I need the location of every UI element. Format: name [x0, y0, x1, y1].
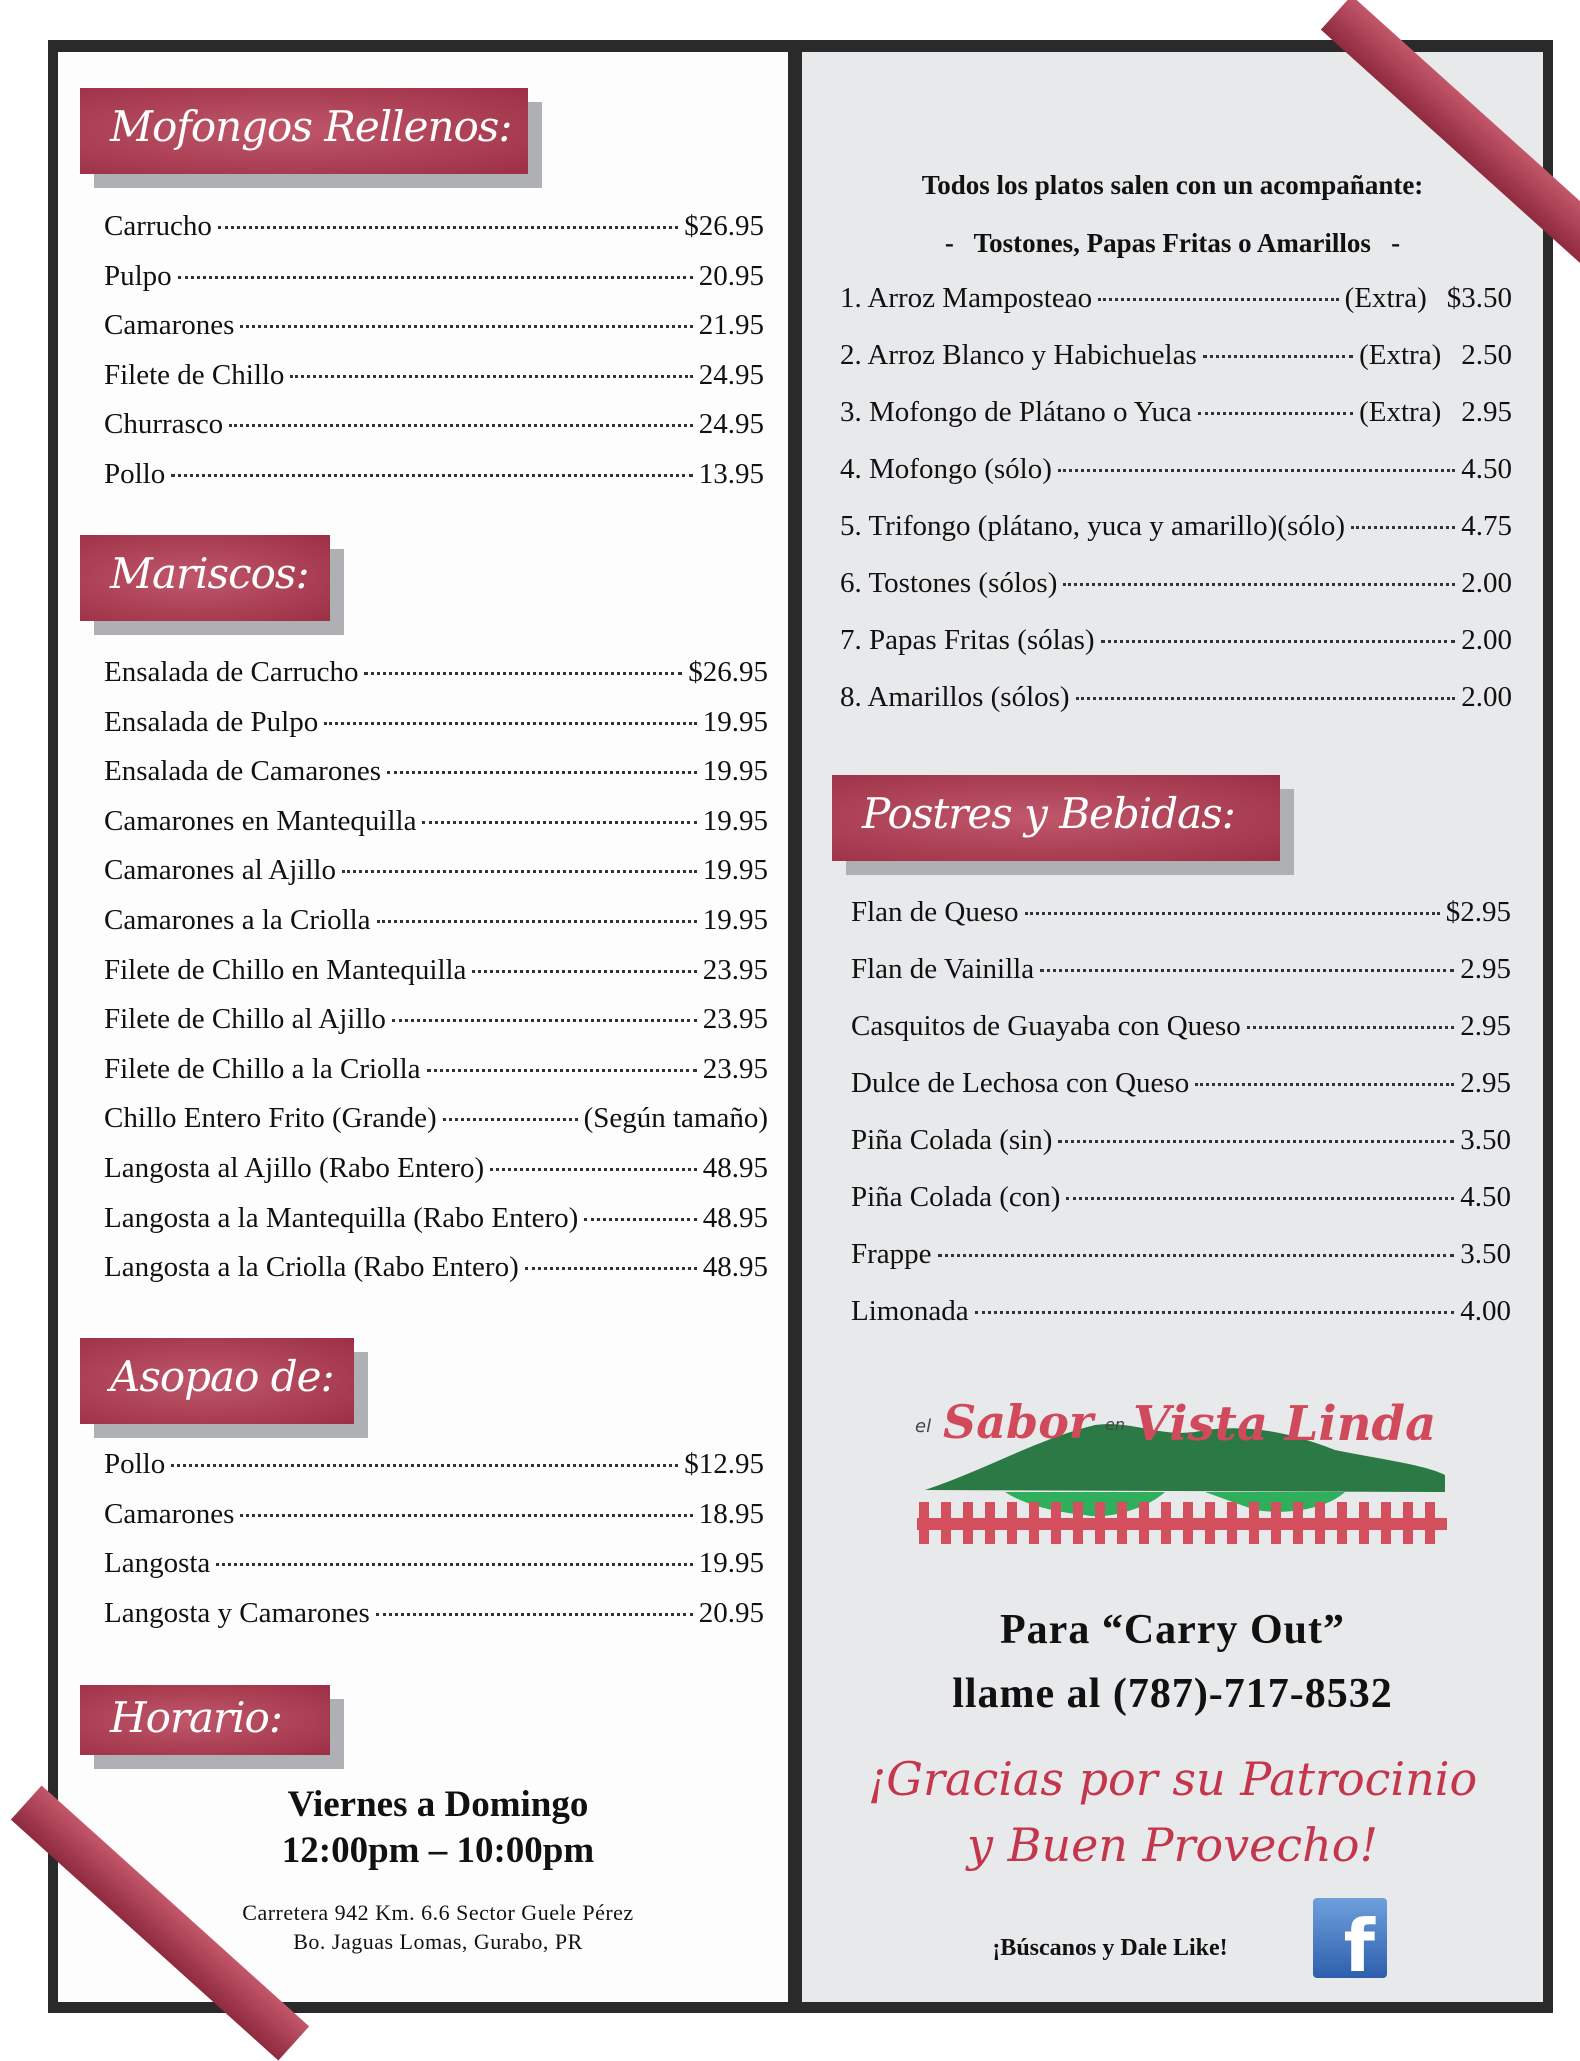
item-price: 4.75 — [1461, 510, 1512, 542]
logo-graphic — [905, 1380, 1460, 1550]
menu-item — [104, 805, 768, 855]
menu-item — [104, 755, 768, 805]
heading-asopao: Asopao de: — [80, 1338, 354, 1424]
menu-item — [851, 953, 1511, 1010]
phone-text[interactable]: llame al (787)-717-8532 — [952, 1671, 1393, 1717]
item-name: Chillo Entero Frito (Grande) — [104, 1102, 437, 1135]
item-name: Pollo — [104, 457, 166, 490]
item-price: 2.95 — [1460, 953, 1511, 985]
dot-leader — [1040, 969, 1454, 972]
dot-leader — [1195, 1083, 1454, 1086]
dot-leader — [342, 870, 697, 873]
menu-item — [840, 624, 1512, 681]
item-price: 48.95 — [702, 1251, 768, 1284]
item-name: Filete de Chillo — [104, 358, 285, 391]
item-name: Ensalada de Carrucho — [104, 656, 359, 688]
item-price: 21.95 — [698, 309, 764, 342]
item-name: 4. Mofongo (sólo) — [840, 453, 1052, 485]
heading-mariscos: Mariscos: — [80, 535, 330, 621]
menu-item — [851, 1181, 1511, 1238]
dot-leader — [1066, 1197, 1454, 1200]
fence-post — [985, 1502, 995, 1544]
dot-leader — [1351, 526, 1455, 529]
item-name: 5. Trifongo (plátano, yuca y amarillo)(sólo) — [840, 510, 1345, 542]
item-price: $12.95 — [684, 1448, 764, 1480]
item-price: $26.95 — [688, 656, 768, 688]
menu-item — [104, 1003, 768, 1053]
item-name: Langosta a la Mantequilla (Rabo Entero) — [104, 1201, 579, 1234]
extras-list — [840, 282, 1512, 738]
menu-item — [104, 408, 764, 458]
dot-leader — [472, 970, 696, 973]
dot-leader — [1198, 412, 1353, 415]
item-name: Flan de Queso — [851, 896, 1019, 928]
item-price: 19.95 — [698, 1547, 764, 1580]
thanks-block — [802, 1746, 1543, 1878]
item-price: 4.50 — [1461, 453, 1512, 485]
item-name: Churrasco — [104, 408, 224, 441]
menu-item — [104, 458, 764, 508]
dot-leader — [178, 276, 693, 279]
dot-leader — [427, 1069, 697, 1072]
item-name: Piña Colada (con) — [851, 1181, 1061, 1213]
dot-leader — [387, 771, 697, 774]
address-line-1: Carretera 942 Km. 6.6 Sector Guele Pérez — [242, 1900, 634, 1925]
menu-item — [104, 854, 768, 904]
dot-leader — [1058, 469, 1455, 472]
svg-text:el: el — [915, 1416, 932, 1437]
item-name: 6. Tostones (sólos) — [840, 567, 1058, 599]
item-name: Langosta al Ajillo (Rabo Entero) — [104, 1151, 485, 1184]
heading-horario: Horario: — [80, 1685, 330, 1755]
dot-leader — [240, 1514, 692, 1517]
item-name: Carrucho — [104, 210, 212, 242]
menu-item — [104, 1547, 764, 1597]
fence-post — [1051, 1502, 1061, 1544]
fence-post — [1271, 1502, 1281, 1544]
social-text: ¡Búscanos y Dale Like! — [992, 1935, 1228, 1961]
item-name: Pollo — [104, 1448, 166, 1480]
heading-mofongos: Mofongos Rellenos: — [80, 88, 528, 174]
item-price: $2.95 — [1445, 896, 1511, 928]
fence-post — [1007, 1502, 1017, 1544]
fence-post — [1205, 1502, 1215, 1544]
item-name: Camarones en Mantequilla — [104, 804, 417, 837]
item-price: 2.00 — [1461, 624, 1512, 656]
menu-item — [851, 1238, 1511, 1295]
dot-leader — [171, 1464, 678, 1467]
menu-item — [840, 339, 1512, 396]
item-price: 3.50 — [1460, 1124, 1511, 1156]
item-price: 20.95 — [698, 259, 764, 292]
dot-leader — [1058, 1140, 1454, 1143]
facebook-icon[interactable]: f — [1313, 1898, 1387, 1978]
dot-leader — [525, 1267, 697, 1270]
item-price: (Según tamaño) — [583, 1102, 768, 1135]
menu-item — [104, 1102, 768, 1152]
dot-leader — [422, 821, 696, 824]
thanks-line-1: ¡Gracias por su Patrocinio — [867, 1752, 1478, 1806]
menu-item — [104, 309, 764, 359]
item-price: 48.95 — [702, 1201, 768, 1234]
sides-line: - Tostones, Papas Fritas o Amarillos - — [944, 228, 1401, 258]
item-name: Camarones — [104, 309, 235, 342]
item-name: Dulce de Lechosa con Queso — [851, 1067, 1190, 1099]
item-name: 2. Arroz Blanco y Habichuelas — [840, 339, 1197, 371]
menu-item — [104, 656, 768, 706]
menu-item — [104, 1448, 764, 1498]
days-text: Viernes a Domingo — [287, 1784, 589, 1825]
fence-post — [1227, 1502, 1237, 1544]
item-name: Filete de Chillo a la Criolla — [104, 1052, 421, 1085]
intro-text: Todos los platos salen con un acompañante: — [921, 170, 1424, 200]
fence-post — [1381, 1502, 1391, 1544]
dot-leader — [290, 375, 692, 378]
menu-item — [104, 260, 764, 310]
item-price: 18.95 — [698, 1497, 764, 1530]
menu-item — [104, 359, 764, 409]
fence-post — [919, 1502, 929, 1544]
dot-leader — [938, 1254, 1455, 1257]
menu-item — [851, 1010, 1511, 1067]
item-name: Casquitos de Guayaba con Queso — [851, 1010, 1241, 1042]
item-note: (Extra) — [1344, 282, 1427, 314]
item-name: Camarones al Ajillo — [104, 854, 336, 887]
fence-post — [1183, 1502, 1193, 1544]
item-price: $3.50 — [1446, 282, 1512, 314]
menu-item — [104, 904, 768, 954]
dot-leader — [376, 1613, 693, 1616]
fence-post — [941, 1502, 951, 1544]
dot-leader — [584, 1218, 696, 1221]
fence-post — [1029, 1502, 1039, 1544]
item-price: 19.95 — [702, 903, 768, 936]
fence-post — [1403, 1502, 1413, 1544]
dot-leader — [1203, 355, 1353, 358]
fence-post — [1337, 1502, 1347, 1544]
fence-post — [1359, 1502, 1369, 1544]
fence-post — [1161, 1502, 1171, 1544]
item-name: 1. Arroz Mamposteao — [840, 282, 1093, 314]
mofongos-list — [104, 210, 764, 508]
item-price: 19.95 — [702, 804, 768, 837]
dot-leader — [490, 1168, 697, 1171]
heading-postres: Postres y Bebidas: — [832, 775, 1280, 861]
item-price: 23.95 — [702, 1052, 768, 1085]
item-price: 2.95 — [1460, 1067, 1511, 1099]
item-name: Pulpo — [104, 259, 172, 292]
item-name: Limonada — [851, 1295, 969, 1327]
menu-item — [840, 567, 1512, 624]
svg-text:en: en — [1105, 1415, 1125, 1434]
item-price: 3.50 — [1460, 1238, 1511, 1270]
menu-item — [104, 1498, 764, 1548]
item-name: Ensalada de Pulpo — [104, 705, 319, 738]
svg-text:Vista Linda: Vista Linda — [1133, 1396, 1437, 1452]
item-name: Ensalada de Camarones — [104, 755, 382, 788]
dot-leader — [975, 1311, 1455, 1314]
hours-text: 12:00pm – 10:00pm — [281, 1830, 595, 1871]
fence-post — [1315, 1502, 1325, 1544]
dot-leader — [1247, 1026, 1454, 1029]
dot-leader — [1101, 640, 1456, 643]
item-price: 23.95 — [702, 953, 768, 986]
fence-post — [1095, 1502, 1105, 1544]
thanks-line-2: y Buen Provecho! — [967, 1818, 1378, 1872]
menu-item — [840, 396, 1512, 453]
fence-post — [1249, 1502, 1259, 1544]
item-price: 2.00 — [1461, 681, 1512, 713]
item-price: 2.95 — [1461, 396, 1512, 428]
fence-post — [1117, 1502, 1127, 1544]
item-name: Filete de Chillo en Mantequilla — [104, 953, 467, 986]
logo — [905, 1380, 1460, 1550]
menu-item — [104, 210, 764, 260]
item-note: (Extra) — [1359, 339, 1442, 371]
item-price: 24.95 — [698, 408, 764, 441]
item-price: 24.95 — [698, 358, 764, 391]
dot-leader — [1076, 697, 1456, 700]
item-name: Camarones a la Criolla — [104, 903, 371, 936]
item-price: $26.95 — [684, 210, 764, 242]
dot-leader — [216, 1563, 692, 1566]
item-price: 2.50 — [1461, 339, 1512, 371]
item-price: 4.50 — [1460, 1181, 1511, 1213]
item-name: Piña Colada (sin) — [851, 1124, 1053, 1156]
menu-item — [851, 896, 1511, 953]
fence-post — [1425, 1502, 1435, 1544]
menu-item — [104, 706, 768, 756]
dot-leader — [392, 1019, 697, 1022]
item-name: Langosta y Camarones — [104, 1596, 370, 1629]
asopao-list — [104, 1448, 764, 1646]
item-price: 13.95 — [698, 457, 764, 490]
item-name: Flan de Vainilla — [851, 953, 1035, 985]
postres-list — [851, 896, 1511, 1352]
fence-post — [1139, 1502, 1149, 1544]
fence-post — [1073, 1502, 1083, 1544]
dot-leader — [443, 1118, 578, 1121]
menu-item — [840, 282, 1512, 339]
item-note: (Extra) — [1359, 396, 1442, 428]
item-name: Camarones — [104, 1497, 235, 1530]
menu-item — [104, 1202, 768, 1252]
dot-leader — [324, 722, 697, 725]
item-name: Frappe — [851, 1238, 932, 1270]
menu-item — [851, 1124, 1511, 1181]
svg-text:Sabor: Sabor — [943, 1395, 1094, 1449]
carry-out-text: Para “Carry Out” — [1000, 1607, 1345, 1653]
item-price: 20.95 — [698, 1596, 764, 1629]
fence-post — [963, 1502, 973, 1544]
dot-leader — [1098, 298, 1339, 301]
hours-block — [58, 1782, 818, 1874]
item-name: 8. Amarillos (sólos) — [840, 681, 1070, 713]
item-price: 2.00 — [1461, 567, 1512, 599]
menu-item — [104, 1251, 768, 1301]
dot-leader — [240, 325, 692, 328]
menu-item — [104, 1053, 768, 1103]
dot-leader — [171, 474, 693, 477]
dot-leader — [1025, 912, 1440, 915]
address-line-2: Bo. Jaguas Lomas, Gurabo, PR — [293, 1929, 583, 1954]
menu-item — [104, 1152, 768, 1202]
item-name: Filete de Chillo al Ajillo — [104, 1003, 386, 1036]
item-name: 3. Mofongo de Plátano o Yuca — [840, 396, 1192, 428]
item-price: 19.95 — [702, 854, 768, 887]
menu-item — [840, 453, 1512, 510]
menu-item — [851, 1295, 1511, 1352]
item-price: 48.95 — [702, 1151, 768, 1184]
item-price: 4.00 — [1460, 1295, 1511, 1327]
item-name: 7. Papas Fritas (sólas) — [840, 624, 1095, 656]
item-price: 23.95 — [702, 1003, 768, 1036]
item-price: 19.95 — [702, 755, 768, 788]
dot-leader — [218, 226, 678, 229]
dot-leader — [364, 672, 682, 675]
dot-leader — [377, 920, 697, 923]
item-price: 2.95 — [1460, 1010, 1511, 1042]
carry-out-block — [802, 1598, 1543, 1726]
item-name: Langosta — [104, 1547, 211, 1580]
dot-leader — [229, 424, 693, 427]
fence-post — [1293, 1502, 1303, 1544]
menu-item — [840, 510, 1512, 567]
mariscos-list — [104, 656, 768, 1301]
dot-leader — [1063, 583, 1455, 586]
menu-item — [104, 1597, 764, 1647]
item-name: Langosta a la Criolla (Rabo Entero) — [104, 1251, 519, 1284]
item-price: 19.95 — [702, 705, 768, 738]
menu-item — [840, 681, 1512, 738]
menu-item — [104, 954, 768, 1004]
menu-item — [851, 1067, 1511, 1124]
